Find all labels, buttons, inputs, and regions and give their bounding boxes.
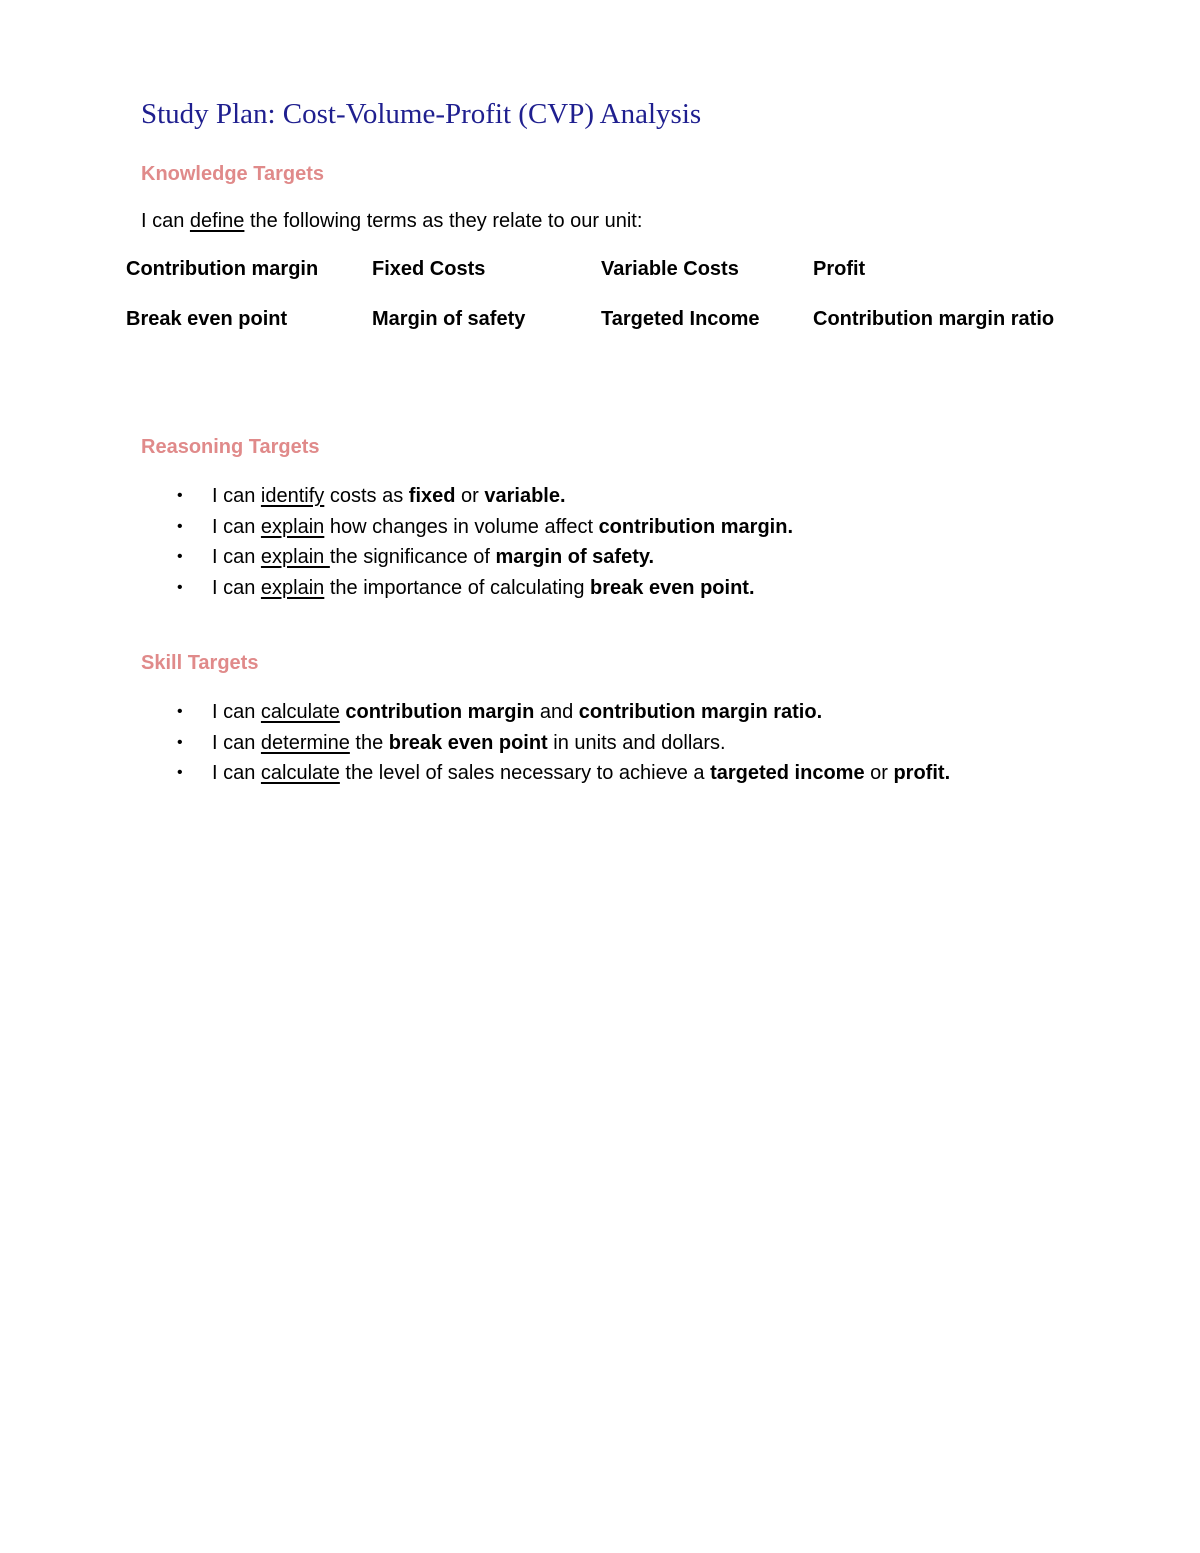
item-text: in units and dollars. [547,731,726,754]
item-prefix: I can [212,485,261,507]
list-item [141,697,950,728]
document-title: Study Plan: Cost-Volume-Profit (CVP) Analysis [141,98,702,130]
bullet-icon: • [177,733,183,751]
bullet-icon: • [177,764,183,781]
bullet-icon: • [177,703,183,720]
item-bold: fixed [408,485,456,507]
intro-verb: define [189,210,245,232]
item-text: or [864,762,894,784]
terms-grid [126,258,1126,348]
item-text: how changes in volume affect [324,515,599,538]
item-text: the level of sales necessary to achieve a [339,762,711,784]
item-prefix: I can [212,546,261,568]
reasoning-targets-heading: Reasoning Targets [141,436,320,458]
intro-prefix: I can [141,210,190,232]
item-bold: profit. [893,762,951,784]
term: Margin of safety [372,308,526,330]
bullet-icon: • [177,487,183,504]
item-prefix: I can [212,762,261,784]
bullet-icon: • [177,548,183,565]
item-verb: calculate [260,762,340,784]
knowledge-intro [141,210,642,233]
item-bold: margin of safety. [495,546,655,568]
bullet-icon: • [177,517,183,535]
item-prefix: I can [212,515,261,538]
item-bold: break even point [388,731,548,754]
item-text: the significance of [329,546,496,568]
item-text: the importance of calculating [324,576,591,599]
item-bold: targeted income [710,762,865,784]
bullet-icon: • [177,578,183,596]
item-bold: contribution margin. [598,515,793,538]
intro-suffix: the following terms as they relate to our unit: [244,210,643,232]
item-text: and [534,701,579,723]
term: Profit [813,258,866,280]
item-verb: explain [260,576,325,599]
item-text: or [455,485,485,507]
list-item [141,512,793,543]
item-bold: contribution margin ratio. [578,701,823,723]
item-verb: explain [260,515,325,538]
item-bold: variable. [484,485,566,507]
term: Targeted Income [601,308,760,330]
term: Contribution margin [126,258,319,280]
item-text: costs as [324,485,409,507]
list-item [141,573,793,604]
list-item [141,542,793,573]
knowledge-targets-heading: Knowledge Targets [141,163,324,185]
item-bold: break even point. [590,576,755,599]
list-item [141,758,950,789]
item-verb: identify [260,485,325,507]
term: Variable Costs [601,258,739,280]
item-bold: contribution margin [345,701,535,723]
item-verb: calculate [260,701,340,723]
list-item [141,728,950,759]
skill-list [141,697,950,789]
item-text: the [349,731,389,754]
term: Contribution margin ratio [813,308,1055,330]
list-item [141,481,793,512]
item-prefix: I can [212,701,261,723]
skill-targets-heading: Skill Targets [141,652,259,674]
item-prefix: I can [212,576,261,599]
item-prefix: I can [212,731,261,754]
term: Fixed Costs [372,258,486,280]
reasoning-list [141,481,793,603]
item-verb: explain [260,546,330,568]
term: Break even point [126,308,288,330]
item-verb: determine [260,731,350,754]
